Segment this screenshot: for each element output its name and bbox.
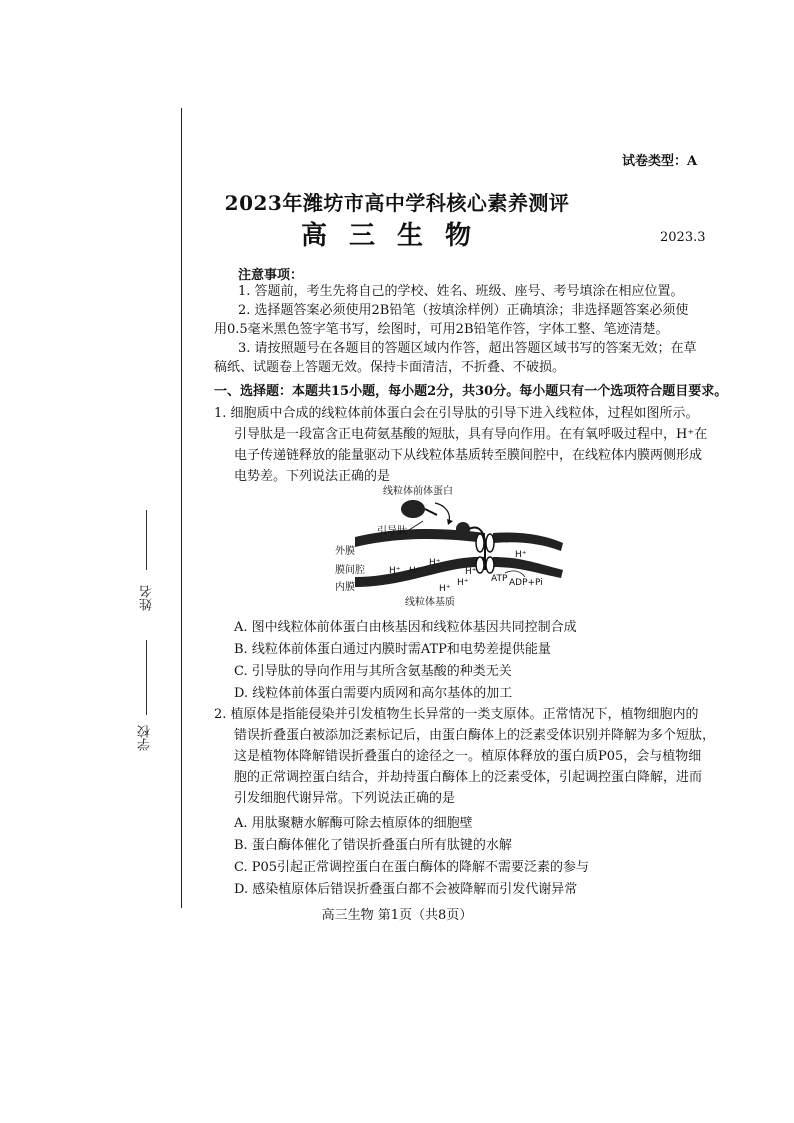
notice-line: 2. 选择题答案必须使用2B铅笔（按填涂样例）正确填涂；非选择题答案必须使 xyxy=(238,303,689,318)
label-adp: ADP+Pi xyxy=(509,578,543,588)
q2-stem-line: 引发细胞代谢异常。下列说法正确的是 xyxy=(234,791,456,806)
label-h: H⁺ xyxy=(465,567,477,577)
label-outer: 外膜 xyxy=(335,546,355,557)
notice-line: 稿纸、试题卷上答题无效。保持卡面清洁，不折叠、不破损。 xyxy=(214,360,566,375)
inner-channel-left xyxy=(476,557,484,573)
name-blank-line xyxy=(146,510,147,570)
label-atp: ATP xyxy=(491,574,508,584)
q2-option-c: C. P05引起正常调控蛋白在蛋白酶体的降解不需要泛素的参与 xyxy=(234,860,590,875)
q1-stem-line: 电势差。下列说法正确的是 xyxy=(234,469,391,484)
label-matrix: 线粒体基质 xyxy=(405,597,455,608)
precursor-protein-docked xyxy=(456,522,470,536)
label-h: H⁺ xyxy=(439,584,451,594)
label-h: H⁺ xyxy=(429,558,441,568)
school-label: 学校 xyxy=(138,725,153,751)
exam-title: 2023年潍坊市高中学科核心素养测评 xyxy=(224,191,570,215)
label-space: 膜间腔 xyxy=(335,565,365,576)
notice-line: 用0.5毫米黑色签字笔书写，绘图时，可用2B铅笔作答，字体工整、笔迹清楚。 xyxy=(214,322,669,337)
mitochondria-figure xyxy=(335,485,575,610)
notice-line: 1. 答题前，考生先将自己的学校、姓名、班级、座号、考号填涂在相应位置。 xyxy=(238,284,684,299)
label-inner: 内膜 xyxy=(335,582,355,593)
label-precursor: 线粒体前体蛋白 xyxy=(383,486,453,497)
label-leader: 引导肽 xyxy=(377,526,407,537)
notice-heading: 注意事项： xyxy=(238,268,304,283)
name-label: 姓名 xyxy=(140,585,155,611)
school-blank-line xyxy=(146,640,147,715)
notice-line: 3. 请按照题号在各题目的答题区域内作答，超出答题区域书写的答案无效；在草 xyxy=(238,341,697,356)
q1-option-b: B. 线粒体前体蛋白通过内膜时需ATP和电势差提供能量 xyxy=(234,642,551,657)
label-h: H⁺ xyxy=(409,566,421,576)
label-h: H⁺ xyxy=(457,578,469,588)
q2-stem-line: 胞的正常调控蛋白结合，并劫持蛋白酶体上的泛素受体，引起调控蛋白降解，进而 xyxy=(234,770,703,785)
label-h: H⁺ xyxy=(389,566,401,576)
subject-title: 高三生物 xyxy=(300,221,493,251)
q2-option-d: D. 感染植原体后错误折叠蛋白都不会被降解而引发代谢异常 xyxy=(234,882,578,897)
section-heading: 一、选择题：本题共15小题，每小题2分，共30分。每小题只有一个选项符合题目要求。 xyxy=(214,384,728,399)
q1-option-d: D. 线粒体前体蛋白需要内质网和高尔基体的加工 xyxy=(234,686,513,701)
exam-date: 2023.3 xyxy=(660,230,706,245)
q1-stem-line: 电子传递链释放的能量驱动下从线粒体基质转至膜间腔中，在线粒体内膜两侧形成 xyxy=(234,448,703,463)
q2-stem-line: 这是植物体降解错误折叠蛋白的途径之一。植原体释放的蛋白质P05，会与植物细 xyxy=(234,749,702,764)
q2-stem-line: 错误折叠蛋白被添加泛素标记后，由蛋白酶体上的泛素受体识别并降解为多个短肽， xyxy=(234,728,716,743)
precursor-protein-free xyxy=(401,500,425,518)
q1-option-c: C. 引导肽的导向作用与其所含氨基酸的种类无关 xyxy=(234,664,512,679)
paper-type: 试卷类型：A xyxy=(622,154,698,169)
label-h: H⁺ xyxy=(515,550,527,560)
q1-option-a: A. 图中线粒体前体蛋白由核基因和线粒体基因共同控制合成 xyxy=(234,620,577,635)
channel-left xyxy=(476,534,484,552)
q2-stem-line: 2. 植原体是指能侵染并引发植物生长异常的一类支原体。正常情况下，植物细胞内的 xyxy=(214,707,699,722)
q2-option-b: B. 蛋白酶体催化了错误折叠蛋白所有肽键的水解 xyxy=(234,838,512,853)
q2-option-a: A. 用肽聚糖水解酶可除去植原体的细胞壁 xyxy=(234,816,473,831)
outer-membrane-right xyxy=(493,532,563,551)
inner-channel-right xyxy=(486,557,494,573)
q1-stem-line: 1. 细胞质中合成的线粒体前体蛋白会在引导肽的引导下进入线粒体，过程如图所示。 xyxy=(214,406,699,421)
channel-right xyxy=(486,534,494,552)
page-footer: 高三生物 第1页（共8页） xyxy=(321,908,473,923)
q1-stem-line: 引导肽是一段富含正电荷氨基酸的短肽，具有导向作用。在有氧呼吸过程中，H⁺在 xyxy=(234,427,708,442)
